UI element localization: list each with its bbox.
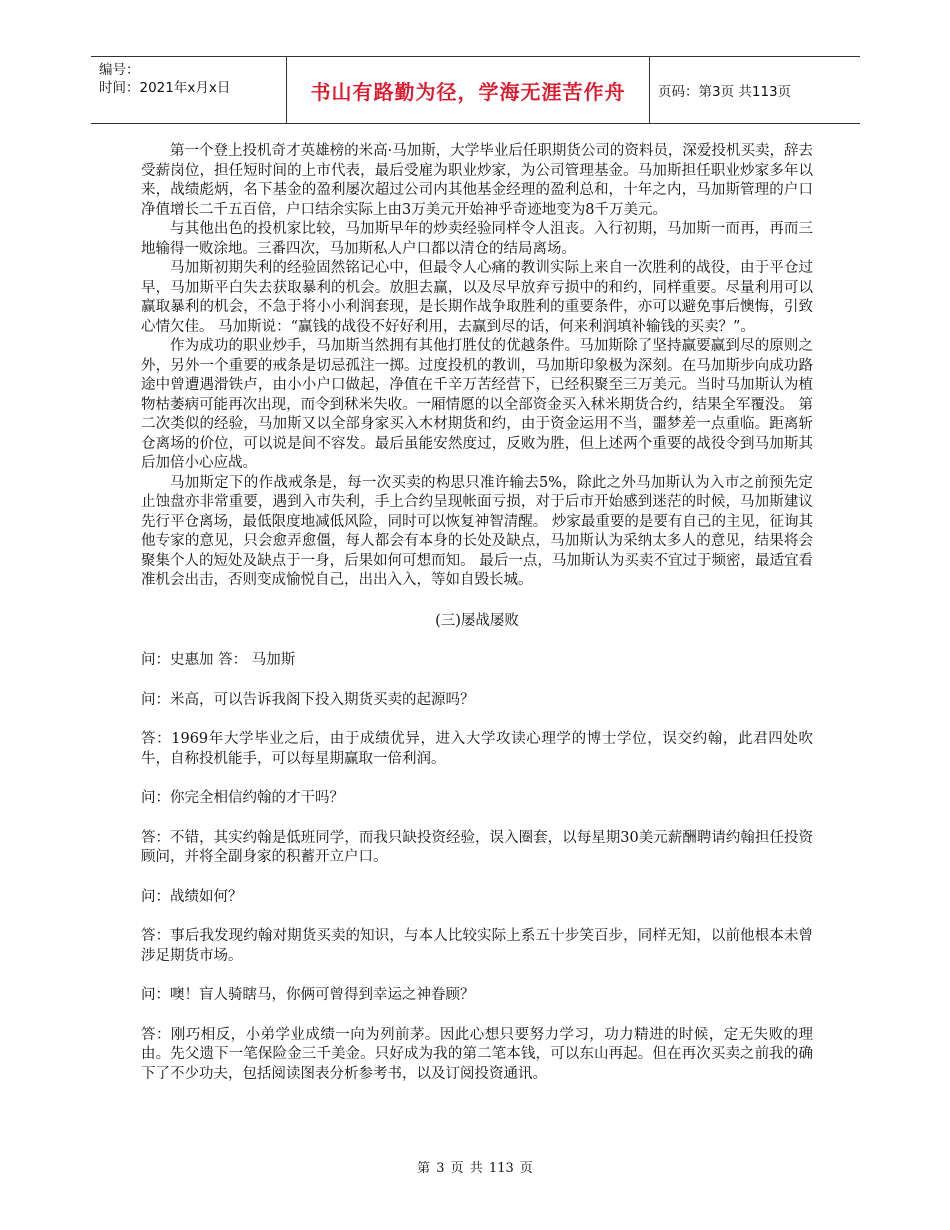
interview-line: 答：事后我发现约翰对期货买卖的知识，与本人比较实际上系五十步笑百步，同样无知，以前他根本未曾涉足期货市场。 [141,928,813,964]
document-number-label: 编号： [99,62,140,78]
interview-line: 答：刚巧相反，小弟学业成绩一向为列前茅。因此心想只要努力学习，功力精进的时候，定无失败的理由。先父遗下一笔保险金三千美金。只好成为我的第二笔本钱，可以东山再起。但在再次买卖之前我的确下了不少功夫，包括阅读图表分析参考书，以及订阅投资通讯。 [141,1026,813,1082]
body-paragraph: 马加斯初期失利的经验固然铭记心中，但最令人心痛的教训实际上来自一次胜利的战役，由于平仓过早，马加斯平白失去获取暴利的机会。放胆去赢，以及尽早放弃亏损中的和约，同样重要。尽量利用可以赢取暴利的机会，不急于将小小利润套现，是长期作战争取胜利的重要条件，亦可以避免事后懊悔，引致心情欠佳。 马加斯说：“赢钱的战役不好好利用，去赢到尽的话，何来利润填补输钱的买卖？”。 [141,260,813,335]
interview-line: 问：史惠加 答： 马加斯 [141,652,296,668]
interview-line: 答：不错，其实约翰是低班同学，而我只缺投资经验，误入圈套，以每星期30美元薪酬聘请约翰担任投资顾问，并将全副身家的积蓄开立户口。 [141,829,813,865]
body-paragraph: 与其他出色的投机家比较，马加斯早年的炒卖经验同样令人沮丧。入行初期，马加斯一而再，再而三地输得一败涂地。三番四次，马加斯私人户口都以清仓的结局离场。 [141,221,813,257]
page-header [91,56,860,124]
header-page-number: 页码：第3页 共113页 [658,84,792,100]
interview-line: 答：1969年大学毕业之后，由于成绩优异，进入大学攻读心理学的博士学位，误交约翰，此君四处吹牛，自称投机能手，可以每星期赢取一倍利润。 [141,731,813,767]
header-motto: 书山有路勤为径，学海无涯苦作舟 [310,79,626,104]
interview-line: 问：你完全相信约翰的才干吗？ [141,790,344,806]
document-body [141,142,813,1104]
document-time-label: 时间：2021年x月x日 [99,80,231,96]
body-paragraph: 作为成功的职业炒手，马加斯当然拥有其他打胜仗的优越条件。马加斯除了坚持赢要赢到尽的原则之外，另外一个重要的戒条是切忌孤注一掷。过度投机的教训，马加斯印象极为深刻。在马加斯步向成功路途中曾遭遇滑铁卢，由小小户口做起，净值在千辛万苦经营下，已经积聚至三万美元。当时马加斯认为植物枯萎病可能再次出现，而令到秫米失收。一厢情愿的以全部资金买入秫米期货合约，结果全军覆没。 第二次类似的经验，马加斯又以全部身家买入木材期货和约，由于资金运用不当，噩梦差一点重临。距离斩仓离场的价位，可以说是间不容发。最后虽能安然度过，反败为胜，但上述两个重要的战役令到马加斯其后加倍小心应战。 [141,338,813,471]
interview-line: 问：米高，可以告诉我阁下投入期货买卖的起源吗？ [141,691,475,708]
header-motto-cell [286,57,650,123]
body-paragraph: 第一个登上投机奇才英雄榜的米高·马加斯，大学毕业后任职期货公司的资料员，深爱投机买卖，辞去受薪岗位，担任短时间的上市代表，最后受雇为职业炒家，为公司管理基金。马加斯担任职业炒家多年以来，战绩彪炳，名下基金的盈利屡次超过公司内其他基金经理的盈利总和，十年之内，马加斯管理的户口净值增长二千五百倍，户口结余实际上由3万美元开始神乎奇迹地变为8千万美元。 [141,143,813,218]
section-title: (三)屡战屡败 [435,612,519,629]
interview-line: 问：噢！盲人骑瞎马，你俩可曾得到幸运之神眷顾？ [141,987,475,1003]
body-paragraph: 马加斯定下的作战戒条是，每一次买卖的构思只准许输去5%，除此之外马加斯认为入市之前预先定止蚀盘亦非常重要，遇到入市失利，手上合约呈现帐面亏损，对于后市开始感到迷茫的时候，马加斯建议先行平仓离场，最低限度地减低风险，同时可以恢复神智清醒。 炒家最重要的是要有自己的主见，征询其他专家的意见，只会愈弄愈僵，每人都会有本身的长处及缺点，马加斯认为采纳太多人的意见，结果将会聚集个人的短处及缺点于一身，后果如何可想而知。 最后一点，马加斯认为买卖不宜过于频密，最适宜看准机会出击，否则变成愉悦自己，出出入入，等如自毁长城。 [141,474,813,588]
interview-line: 问：战绩如何？ [141,888,243,905]
header-meta [91,57,286,123]
page-footer: 第 3 页 共 113 页 [417,1161,533,1176]
header-page-cell [650,57,860,123]
